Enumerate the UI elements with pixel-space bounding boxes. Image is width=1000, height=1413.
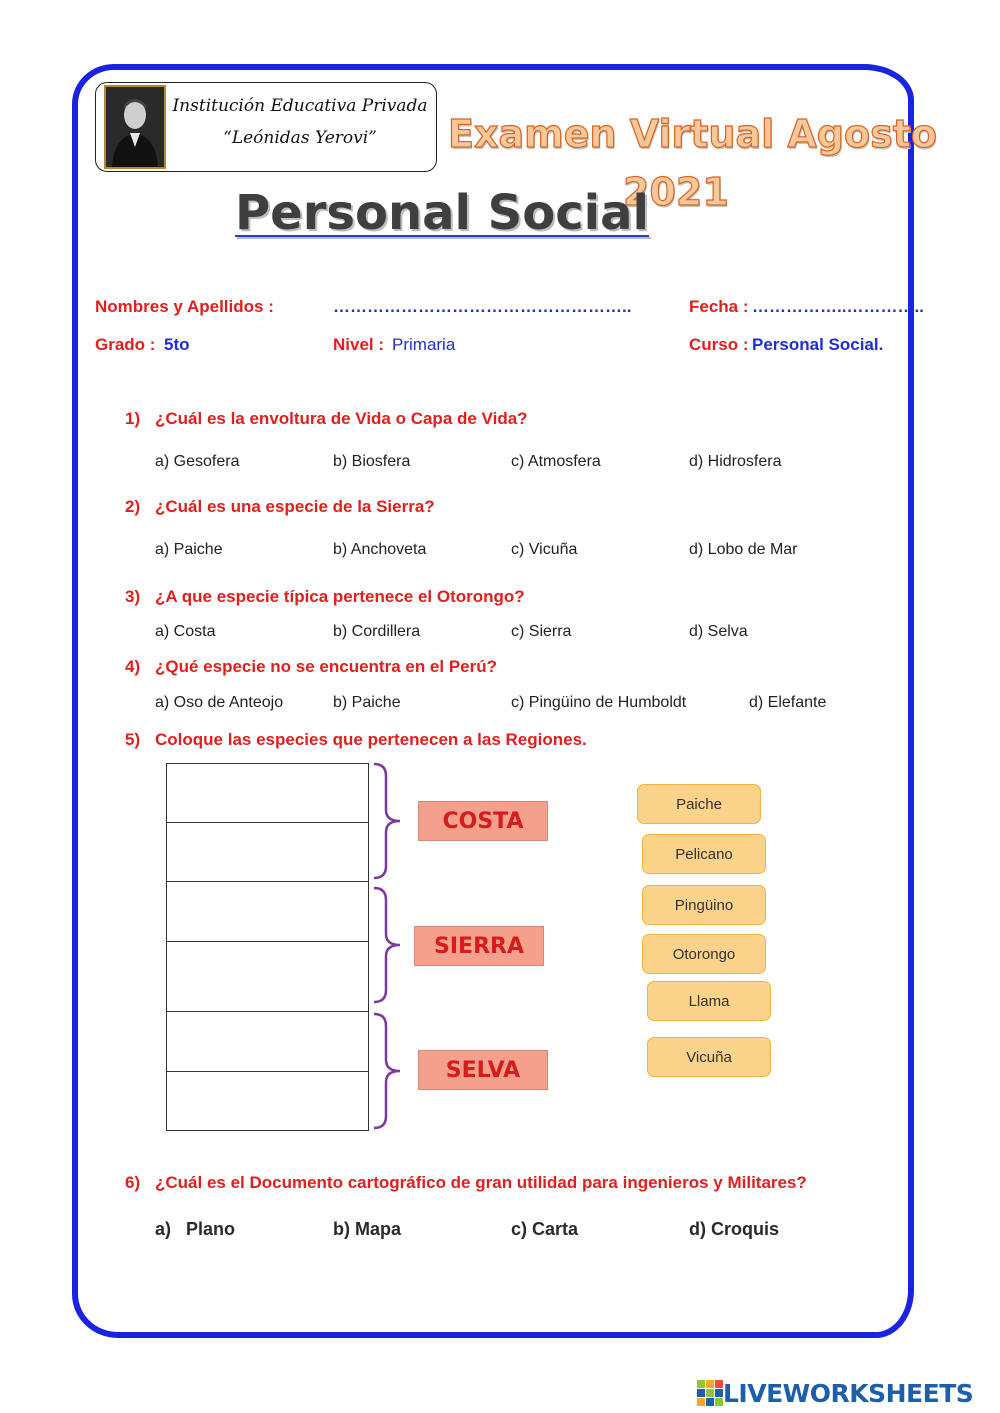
- footer-brand[interactable]: [697, 1378, 973, 1408]
- question-number: 6): [125, 1173, 141, 1192]
- region-costa: COSTA: [418, 801, 548, 841]
- names-label: Nombres y Apellidos :: [95, 297, 274, 316]
- question-4: [125, 657, 497, 677]
- question-text: Coloque las especies que pertenecen a las Regiones.: [155, 730, 587, 749]
- exam-title-line1: Examen Virtual Agosto: [448, 112, 937, 156]
- q6-option-a[interactable]: a) Plano: [155, 1219, 236, 1239]
- q1-option-a[interactable]: a) Gesofera: [155, 453, 240, 470]
- institution-name-line2: “Leónidas Yerovi”: [223, 128, 377, 148]
- answer-slot-2[interactable]: [167, 822, 368, 880]
- answer-slot-4[interactable]: [167, 941, 368, 1010]
- subject-title: Personal Social: [235, 185, 649, 241]
- answer-slot-3[interactable]: [167, 881, 368, 940]
- q2-option-c[interactable]: c) Vicuña: [511, 541, 578, 558]
- grade-value: 5to: [164, 335, 190, 354]
- course-label: Curso :: [689, 335, 749, 354]
- institution-name-line1: Institución Educativa Privada: [172, 96, 428, 116]
- question-text: ¿Cuál es el Documento cartográfico de gran utilidad para ingenieros y Militares?: [155, 1173, 807, 1192]
- chip-vicuna[interactable]: Vicuña: [647, 1037, 771, 1077]
- sierra-brace-icon: [370, 886, 408, 1004]
- q1-option-d[interactable]: d) Hidrosfera: [689, 453, 782, 470]
- chip-pelicano[interactable]: Pelicano: [642, 834, 766, 874]
- costa-brace-icon: [370, 762, 408, 880]
- chip-otorongo[interactable]: Otorongo: [642, 934, 766, 974]
- portrait-image: [104, 85, 166, 169]
- level-label: Nivel :: [333, 335, 385, 354]
- grade-label: Grado :: [95, 335, 156, 354]
- q4-option-a[interactable]: a) Oso de Anteojo: [155, 694, 284, 711]
- course-value: Personal Social.: [752, 335, 884, 354]
- chip-pinguino[interactable]: Pingüino: [642, 885, 766, 925]
- selva-brace-icon: [370, 1012, 408, 1130]
- question-5: [125, 730, 587, 750]
- question-number: 1): [125, 409, 141, 428]
- question-1: [125, 409, 528, 429]
- question-text: ¿Cuál es la envoltura de Vida o Capa de Vida?: [155, 409, 528, 428]
- q4-option-d[interactable]: d) Elefante: [749, 694, 827, 711]
- question-3: [125, 587, 525, 607]
- chip-llama[interactable]: Llama: [647, 981, 771, 1021]
- portrait-icon: [106, 87, 164, 167]
- q3-option-c[interactable]: c) Sierra: [511, 623, 572, 640]
- answer-slot-1[interactable]: [167, 764, 368, 821]
- question-text: ¿Qué especie no se encuentra en el Perú?: [155, 657, 498, 676]
- date-field[interactable]: ……………..…………..: [752, 297, 924, 316]
- q6-option-b[interactable]: b) Mapa: [333, 1219, 402, 1239]
- question-number: 5): [125, 730, 141, 749]
- exam-title-line2: 2021: [623, 170, 729, 214]
- region-sierra: SIERRA: [414, 926, 544, 966]
- q3-option-d[interactable]: d) Selva: [689, 623, 748, 640]
- brand-name: LIVEWORKSHEETS: [723, 1378, 974, 1408]
- q3-option-a[interactable]: a) Costa: [155, 623, 216, 640]
- liveworksheets-logo-icon: [697, 1380, 723, 1406]
- q6-option-d[interactable]: d) Croquis: [689, 1219, 779, 1239]
- q2-option-a[interactable]: a) Paiche: [155, 541, 223, 558]
- q3-option-b[interactable]: b) Cordillera: [333, 623, 421, 640]
- question-text: ¿Cuál es una especie de la Sierra?: [155, 497, 435, 516]
- level-value: Primaria: [392, 335, 456, 354]
- question-6: [125, 1173, 807, 1193]
- q1-option-b[interactable]: b) Biosfera: [333, 453, 411, 470]
- q1-option-c[interactable]: c) Atmosfera: [511, 453, 601, 470]
- chip-paiche[interactable]: Paiche: [637, 784, 761, 824]
- q2-option-d[interactable]: d) Lobo de Mar: [689, 541, 798, 558]
- question-number: 2): [125, 497, 141, 516]
- date-label: Fecha :: [689, 297, 749, 316]
- question-number: 4): [125, 657, 141, 676]
- q4-option-b[interactable]: b) Paiche: [333, 694, 401, 711]
- q2-option-b[interactable]: b) Anchoveta: [333, 541, 427, 558]
- region-selva: SELVA: [418, 1050, 548, 1090]
- question-number: 3): [125, 587, 141, 606]
- question-2: [125, 497, 435, 517]
- q4-option-c[interactable]: c) Pingüino de Humboldt: [511, 694, 687, 711]
- q6-option-c[interactable]: c) Carta: [511, 1219, 579, 1239]
- names-field[interactable]: ……………………………………………..: [333, 297, 632, 316]
- answer-slot-6[interactable]: [167, 1071, 368, 1130]
- question-text: ¿A que especie típica pertenece el Otorongo?: [155, 587, 525, 606]
- answer-slot-5[interactable]: [167, 1011, 368, 1070]
